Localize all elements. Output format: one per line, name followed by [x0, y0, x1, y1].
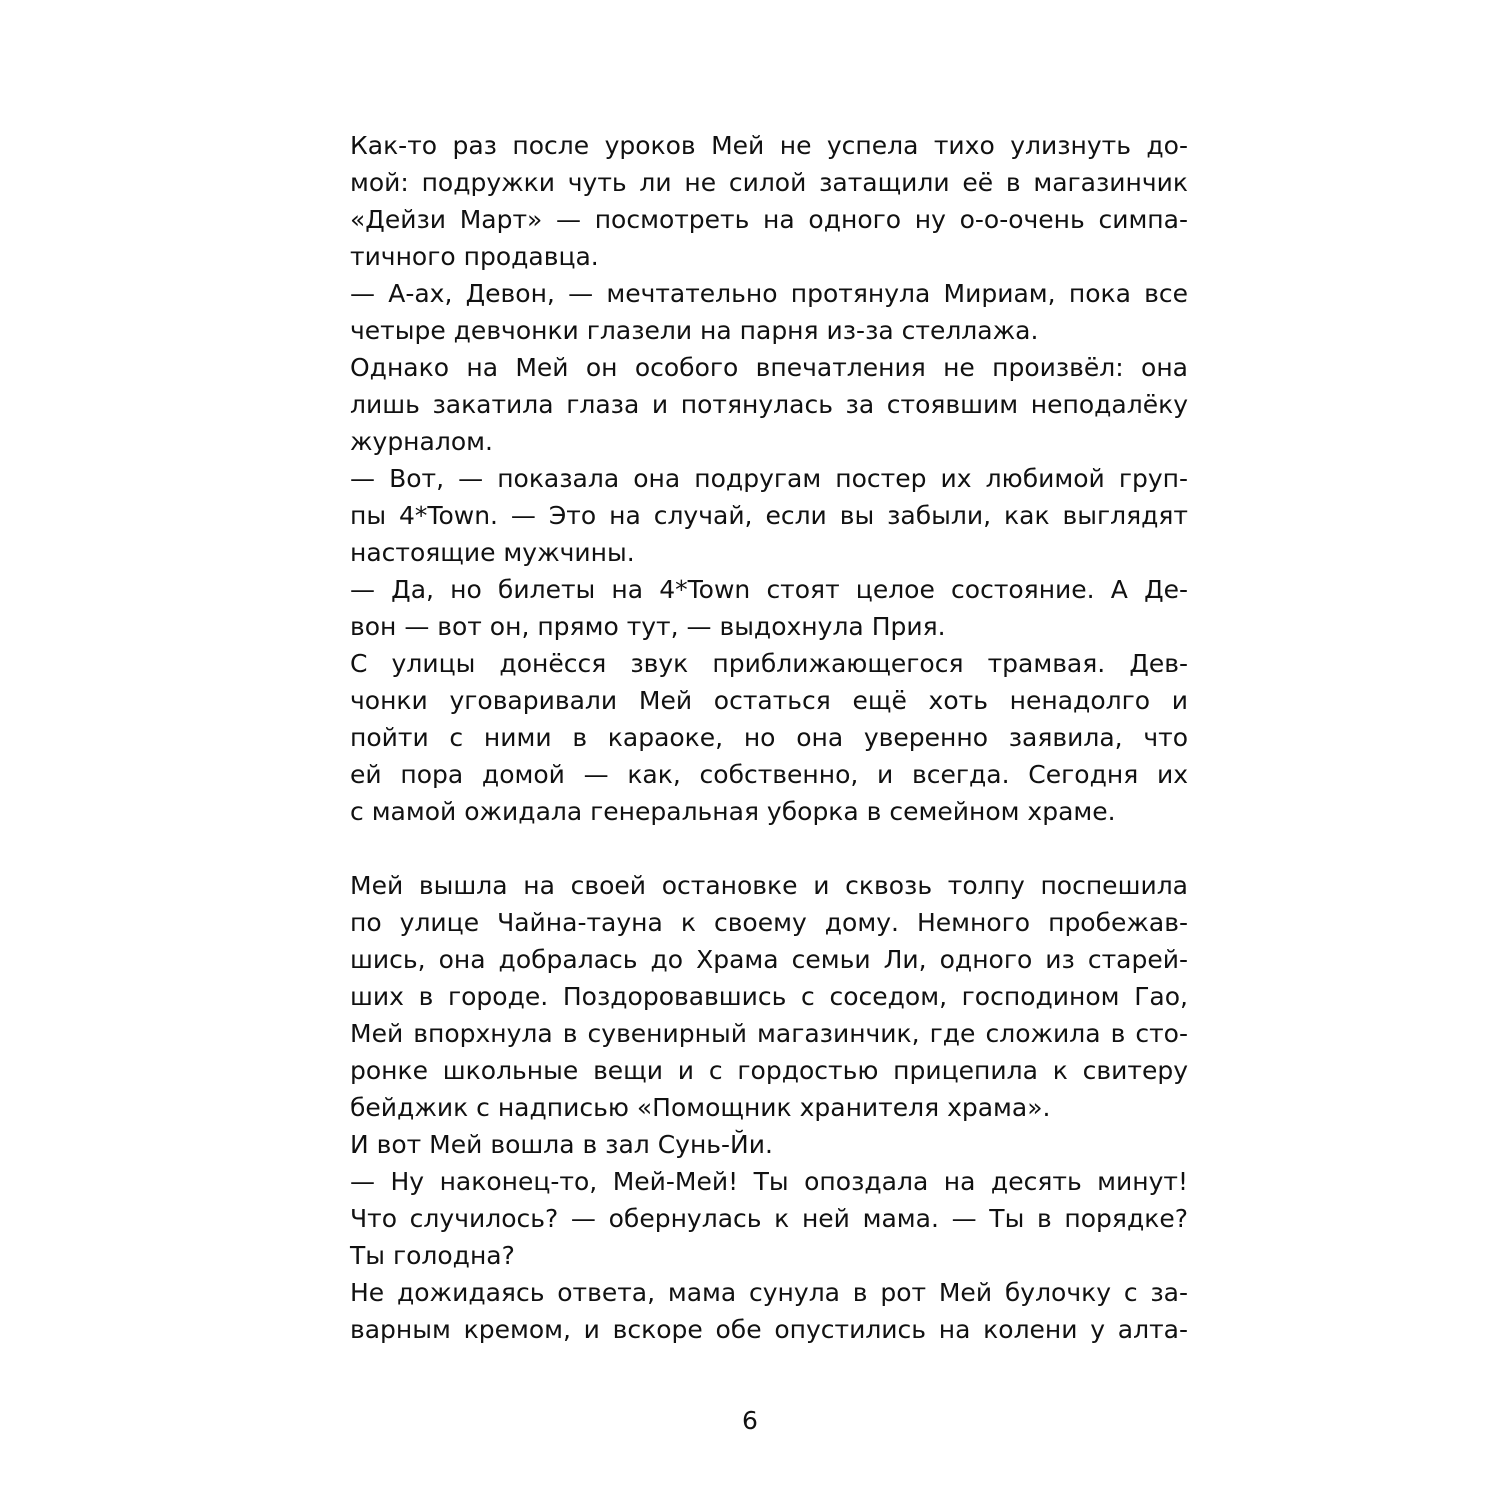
- text-line: журналом.: [350, 427, 493, 456]
- text-line: С улицы донёсся звук приближающегося трамвая. Дев-: [350, 649, 1188, 678]
- text-line: И вот Мей вошла в зал Сунь-Йи.: [350, 1130, 773, 1159]
- text-line: ших в городе. Поздоровавшись с соседом, господином Гао,: [350, 982, 1188, 1011]
- text-line: «Дейзи Март» — посмотреть на одного ну о-о-очень симпа-: [350, 205, 1188, 234]
- text-line: пы 4*Town. — Это на случай, если вы забыли, как выглядят: [350, 501, 1188, 530]
- text-line: тичного продавца.: [350, 242, 599, 271]
- text-line: ронке школьные вещи и с гордостью прицепила к свитеру: [350, 1056, 1188, 1085]
- text-line: по улице Чайна-тауна к своему дому. Немного пробежав-: [350, 908, 1188, 937]
- text-line: Ты голодна?: [350, 1241, 515, 1270]
- text-line: — А-ах, Девон, — мечтательно протянула Мириам, пока все: [350, 279, 1188, 308]
- text-line: шись, она добралась до Храма семьи Ли, одного из старей-: [350, 945, 1188, 974]
- text-line: бейджик с надписью «Помощник хранителя храма».: [350, 1093, 1051, 1122]
- text-line: настоящие мужчины.: [350, 538, 635, 567]
- text-line: варным кремом, и вскоре обе опустились на колени у алта-: [350, 1315, 1188, 1344]
- text-line: Как-то раз после уроков Мей не успела тихо улизнуть до-: [350, 131, 1188, 160]
- text-line: Мей вышла на своей остановке и сквозь толпу поспешила: [350, 871, 1188, 900]
- text-line: — Вот, — показала она подругам постер их любимой груп-: [350, 464, 1188, 493]
- text-line: Мей впорхнула в сувенирный магазинчик, где сложила в сто-: [350, 1019, 1188, 1048]
- text-line: четыре девчонки глазели на парня из-за стеллажа.: [350, 316, 1039, 345]
- text-line: вон — вот он, прямо тут, — выдохнула Прия.: [350, 612, 946, 641]
- text-line: ей пора домой — как, собственно, и всегда. Сегодня их: [350, 760, 1188, 789]
- text-line: — Да, но билеты на 4*Town стоят целое состояние. А Де-: [350, 575, 1188, 604]
- text-line: чонки уговаривали Мей остаться ещё хоть ненадолго и: [350, 686, 1188, 715]
- text-line: Однако на Мей он особого впечатления не произвёл: она: [350, 353, 1188, 382]
- text-line: пойти с ними в караоке, но она уверенно заявила, что: [350, 723, 1188, 752]
- text-line: мой: подружки чуть ли не силой затащили её в магазинчик: [350, 168, 1188, 197]
- text-line: лишь закатила глаза и потянулась за стоявшим неподалёку: [350, 390, 1188, 419]
- text-line: Не дожидаясь ответа, мама сунула в рот Мей булочку с за-: [350, 1278, 1188, 1307]
- text-line: с мамой ожидала генеральная уборка в семейном храме.: [350, 797, 1116, 826]
- text-line: — Ну наконец-то, Мей-Мей! Ты опоздала на десять минут!: [350, 1167, 1188, 1196]
- page-number: 6: [742, 1406, 758, 1435]
- text-line: Что случилось? — обернулась к ней мама. — Ты в порядке?: [350, 1204, 1188, 1233]
